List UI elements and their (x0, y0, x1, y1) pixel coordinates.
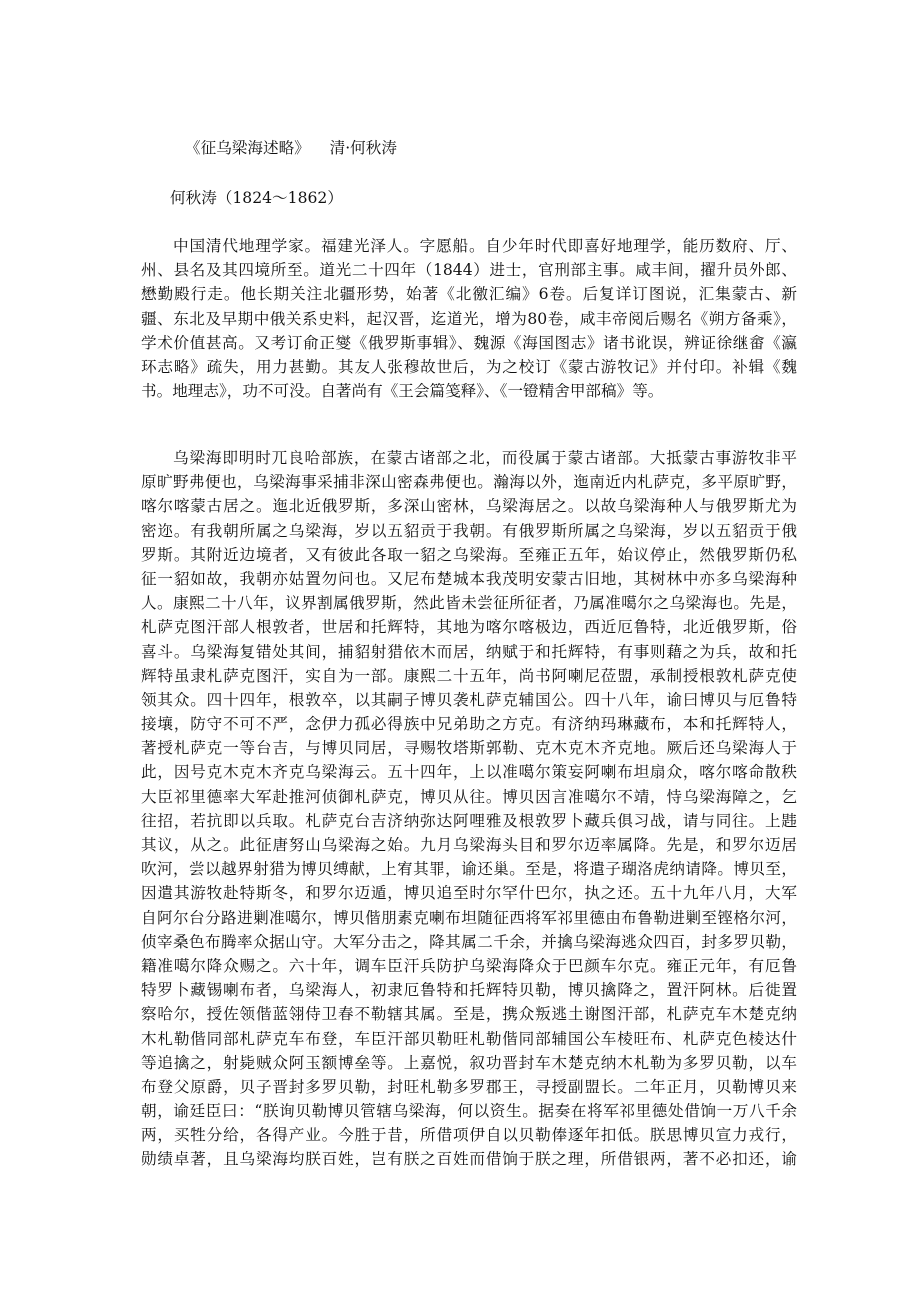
text-line: 特罗卜藏锡喇布者，乌梁海人，初隶厄鲁特和托辉特贝勒，博贝擒降之，置汗阿林。后徙置 (141, 981, 797, 1000)
text-line: 布登父原爵，贝子晋封多罗贝勒，封旺札勒多罗郡王，寻授副盟长。二年正月，贝勒博贝来 (141, 1077, 797, 1096)
text-line: 喀尔喀蒙古居之。迤北近俄罗斯，多深山密林，乌梁海居之。以故乌梁海种人与俄罗斯尤为 (141, 497, 797, 516)
text-line: 籍准噶尔降众赐之。六十年，调车臣汗兵防护乌梁海降众于巴颜车尔克。雍正元年，有厄鲁 (141, 956, 797, 975)
author-heading: 何秋涛（1824～1862） (170, 189, 343, 207)
document-title (185, 136, 397, 158)
text-line: 其议，从之。此征唐努山乌梁海之始。九月乌梁海头目和罗尔迈率属降。先是，和罗尔迈居 (141, 836, 797, 854)
text-line: 吹河，尝以越界射猎为博贝缚献，上宥其罪，谕还巢。至是，将遣子瑚洛虎纳请降。博贝至， (141, 860, 797, 879)
text-line: 乌梁海即明时兀良哈部族，在蒙古诸部之北，而役属于蒙古诸部。大抵蒙古事游牧非平 (173, 449, 797, 467)
text-line: 州、县名及其四境所至。道光二十四年（1844）进士，官刑部主事。咸丰间，擢升员外郎、 (141, 261, 797, 280)
text-line: 此，因号克木克木齐克乌梁海云。五十四年，上以准噶尔策妄阿喇布坦扇众，喀尔喀命散秩 (141, 763, 797, 782)
text-line: 领其众。四十四年，根敦卒，以其嗣子博贝袭札萨克辅国公。四十八年，谕曰博贝与厄鲁特 (141, 690, 797, 709)
dynasty-author: 清·何秋涛 (329, 139, 397, 157)
text-line: 懋勤殿行走。他长期关注北疆形势，始著《北徼汇编》6卷。后复详订图说，汇集蒙古、新 (141, 285, 797, 304)
text-line: 察哈尔，授佐领偕蓝翎侍卫春不勒辖其属。至是，携众叛逃土谢图汗部，札萨克车木楚克纳 (141, 1005, 797, 1024)
text-line: 人。康熙二十八年，议界割属俄罗斯，然此皆未尝征所征者，乃属准噶尔之乌梁海也。先是， (141, 594, 797, 613)
text-line: 等追擒之，射毙贼众阿玉额博垒等。上嘉悦，叙功晋封车木楚克纳木札勒为多罗贝勒，以车 (141, 1053, 797, 1072)
main-text-paragraph (141, 446, 797, 1172)
text-line: 喜斗。乌梁海复错处其间，捕貂射猎依木而居，纳赋于和托辉特，有事则藉之为兵，故和托 (141, 642, 797, 661)
biography-paragraph (141, 234, 797, 403)
text-line: 两，买牲分给，各得产业。今胜于昔，所借项伊自以贝勒俸逐年扣低。朕思博贝宣力戎行， (141, 1126, 797, 1145)
text-line: 朝，谕廷臣曰：“朕询贝勒博贝管辖乌梁海，何以资生。据奏在将军祁里德处借饷一万八千余 (141, 1102, 797, 1121)
text-line: 自阿尔台分路进剿准噶尔，博贝偕朋素克喇布坦随征西将军祁里德由布鲁勒进剿至铿格尔河， (141, 908, 797, 927)
text-line: 密迩。有我朝所属之乌梁海，岁以五貂贡于我朝。有俄罗斯所属之乌梁海，岁以五貂贡于俄 (141, 521, 797, 540)
text-line: 著授札萨克一等台吉，与博贝同居，寻赐牧塔斯郭勒、克木克木齐克地。厥后还乌梁海人于 (141, 739, 797, 758)
text-line: 学术价值甚高。又考订俞正燮《俄罗斯事辑》、魏源《海国图志》诸书讹误，辨证徐继畲《瀛 (141, 333, 797, 352)
text-line: 书。地理志》，功不可没。自著尚有《王会篇笺释》、《一镫精舍甲部稿》等。 (141, 382, 664, 401)
text-line: 原旷野弗便也，乌梁海事采捕非深山密森弗便也。瀚海以外，迤南近内札萨克，多平原旷野， (141, 473, 797, 492)
text-line: 罗斯。其附近边境者，又有彼此各取一貂之乌梁海。至雍正五年，始议停止，然俄罗斯仍私 (141, 545, 797, 564)
text-line: 大臣祁里德率大军赴推河侦御札萨克，博贝从往。博贝因言准噶尔不靖，恃乌梁海障之，乞 (141, 787, 797, 806)
text-line: 疆、东北及早期中俄关系史料，起汉晋，迄道光，增为80卷，咸丰帝阅后赐名《朔方备乘》， (141, 309, 797, 328)
text-line: 勋绩卓著，且乌梁海均朕百姓，岂有朕之百姓而借饷于朕之理，所借银两，著不必扣还，谕 (141, 1150, 797, 1169)
text-line: 札萨克图汗部人根敦者，世居和托辉特，其地为喀尔喀极边，西近厄鲁特，北近俄罗斯，俗 (141, 618, 797, 637)
text-line: 环志略》疏失，用力甚勤。其友人张穆故世后，为之校订《蒙古游牧记》并付印。补辑《魏 (141, 357, 797, 376)
text-line: 因遣其游牧赴特斯冬，和罗尔迈遁，博贝追至时尔罕什巴尔，执之还。五十九年八月，大军 (141, 884, 797, 903)
text-line: 接壤，防守不可不严，念伊力孤必得族中兄弟助之方克。有济纳玛琳藏布，本和托辉特人， (141, 715, 797, 734)
text-line: 侦宰桑色布腾率众据山守。大军分击之，降其属二千余，并擒乌梁海逃众四百，封多罗贝勒， (141, 932, 797, 951)
text-line: 征一貂如故，我朝亦姑置勿问也。又尼布楚城本我茂明安蒙古旧地，其树林中亦多乌梁海种 (141, 569, 797, 588)
text-line: 辉特虽隶札萨克图汗，实自为一部。康熙二十五年，尚书阿喇尼莅盟，承制授根敦札萨克使 (141, 666, 797, 685)
work-title: 《征乌梁海述略》 (185, 139, 310, 157)
text-line: 中国清代地理学家。福建光泽人。字愿船。自少年时代即喜好地理学，能历数府、厅、 (173, 237, 797, 255)
text-line: 木札勒偕同部札萨克车布登，车臣汗部贝勒旺札勒偕同部辅国公车棱旺布、札萨克色棱达什 (141, 1029, 797, 1048)
text-line: 往招，若抗即以兵取。札萨克台吉济纳弥达阿哩雅及根敦罗卜藏兵俱习战，请与同往。上韪 (141, 811, 797, 830)
